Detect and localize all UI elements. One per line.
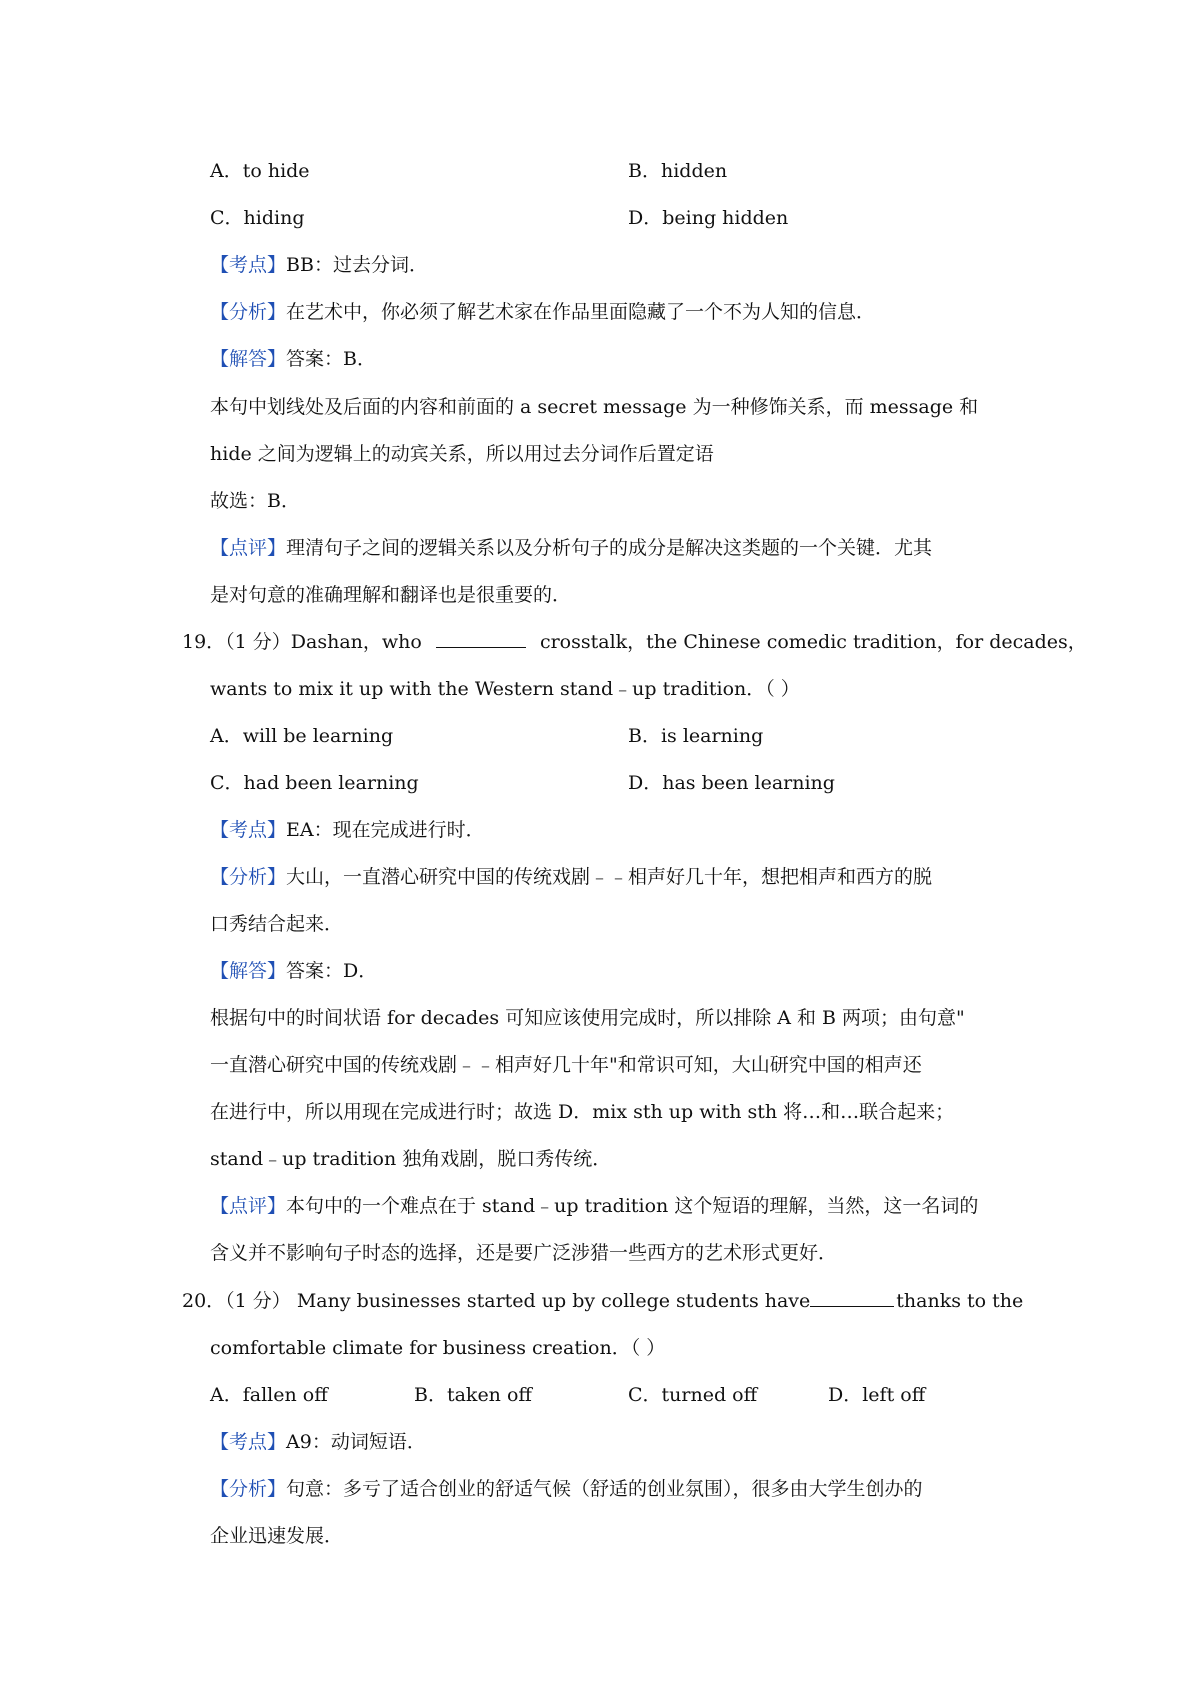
dianping-tag: 【点评】 — [210, 1195, 287, 1217]
q19-body-line-3: 在进行中，所以用现在完成进行时；故选 D．mix sth up with sth 将…和…联合起来； — [210, 1101, 955, 1123]
kaodian-text: BB：过去分词． — [286, 254, 428, 276]
kaodian-text: EA：现在完成进行时． — [286, 819, 485, 841]
kaodian-text: A9：动词短语． — [286, 1431, 426, 1453]
q18-jieda — [210, 346, 376, 372]
q20-answer-blank — [810, 1288, 894, 1307]
q19-answer-blank — [436, 629, 526, 648]
q19-option-b: B．is learning — [628, 725, 764, 747]
q19-jieda — [210, 958, 377, 984]
q20-stem — [182, 1288, 1022, 1314]
q19-fenxi-line-2: 口秀结合起来． — [210, 913, 344, 935]
q19-stem — [182, 629, 1087, 655]
jieda-text: 答案：B． — [286, 348, 376, 370]
q18-fenxi — [210, 299, 875, 325]
q18-option-d: D．being hidden — [628, 207, 789, 229]
q20-option-a: A．fallen off — [210, 1384, 328, 1406]
q18-dianping-line-2: 是对句意的准确理解和翻译也是很重要的． — [210, 584, 572, 606]
q20-kaodian — [210, 1429, 426, 1455]
q18-option-b: B．hidden — [628, 160, 728, 182]
q19-stem-line-2: wants to mix it up with the Western stand﹣up tradition．（ ） — [210, 678, 800, 700]
dianping-text-1: 理清句子之间的逻辑关系以及分析句子的成分是解决这类题的一个关键．尤其 — [286, 537, 933, 559]
q20-stem-line-2: comfortable climate for business creation．（ ） — [210, 1337, 666, 1359]
q18-dianping — [210, 535, 932, 561]
q20-fenxi-line-2: 企业迅速发展． — [210, 1525, 344, 1547]
q18-option-c: C．hiding — [210, 207, 305, 229]
q18-body-line-3: 故选：B． — [210, 490, 300, 512]
q19-stem-prefix: 19．（1 分）Dashan，who — [182, 631, 422, 653]
kaodian-tag: 【考点】 — [210, 254, 287, 276]
jieda-text: 答案：D． — [286, 960, 378, 982]
q19-body-line-1: 根据句中的时间状语 for decades 可知应该使用完成时，所以排除 A 和 B 两项；由句意" — [210, 1007, 965, 1029]
q19-dianping — [210, 1193, 978, 1219]
q20-option-c: C．turned off — [628, 1384, 758, 1406]
dianping-text-1: 本句中的一个难点在于 stand﹣up tradition 这个短语的理解，当然，这一名词的 — [286, 1195, 979, 1217]
jieda-tag: 【解答】 — [210, 348, 287, 370]
fenxi-text: 在艺术中，你必须了解艺术家在作品里面隐藏了一个不为人知的信息． — [286, 301, 876, 323]
q20-stem-prefix: 20．（1 分） Many businesses started up by college students have — [182, 1290, 811, 1312]
q18-kaodian — [210, 252, 428, 278]
kaodian-tag: 【考点】 — [210, 819, 287, 841]
q19-body-line-2: 一直潜心研究中国的传统戏剧﹣﹣相声好几十年"和常识可知，大山研究中国的相声还 — [210, 1054, 922, 1076]
q19-option-c: C．had been learning — [210, 772, 419, 794]
q18-body-line-1: 本句中划线处及后面的内容和前面的 a secret message 为一种修饰关系，而 message 和 — [210, 396, 979, 418]
q19-option-d: D．has been learning — [628, 772, 835, 794]
fenxi-text-1: 句意：多亏了适合创业的舒适气候（舒适的创业氛围），很多由大学生创办的 — [286, 1478, 923, 1500]
q19-fenxi — [210, 864, 932, 890]
kaodian-tag: 【考点】 — [210, 1431, 287, 1453]
q20-fenxi — [210, 1476, 923, 1502]
q19-dianping-line-2: 含义并不影响句子时态的选择，还是要广泛涉猎一些西方的艺术形式更好． — [210, 1242, 838, 1264]
dianping-tag: 【点评】 — [210, 537, 287, 559]
q19-option-a: A．will be learning — [210, 725, 394, 747]
fenxi-text-1: 大山，一直潜心研究中国的传统戏剧﹣﹣相声好几十年，想把相声和西方的脱 — [286, 866, 933, 888]
q18-body-line-2: hide 之间为逻辑上的动宾关系，所以用过去分词作后置定语 — [210, 443, 714, 465]
q19-body-line-4: stand﹣up tradition 独角戏剧，脱口秀传统． — [210, 1148, 612, 1170]
fenxi-tag: 【分析】 — [210, 866, 287, 888]
fenxi-tag: 【分析】 — [210, 301, 287, 323]
q19-stem-suffix: crosstalk，the Chinese comedic tradition，for decades， — [539, 631, 1087, 653]
jieda-tag: 【解答】 — [210, 960, 287, 982]
q18-option-a: A．to hide — [210, 160, 310, 182]
q20-option-d: D．left off — [828, 1384, 926, 1406]
fenxi-tag: 【分析】 — [210, 1478, 287, 1500]
q20-option-b: B．taken off — [414, 1384, 532, 1406]
q20-stem-suffix: thanks to the — [896, 1290, 1024, 1312]
q19-kaodian — [210, 817, 485, 843]
